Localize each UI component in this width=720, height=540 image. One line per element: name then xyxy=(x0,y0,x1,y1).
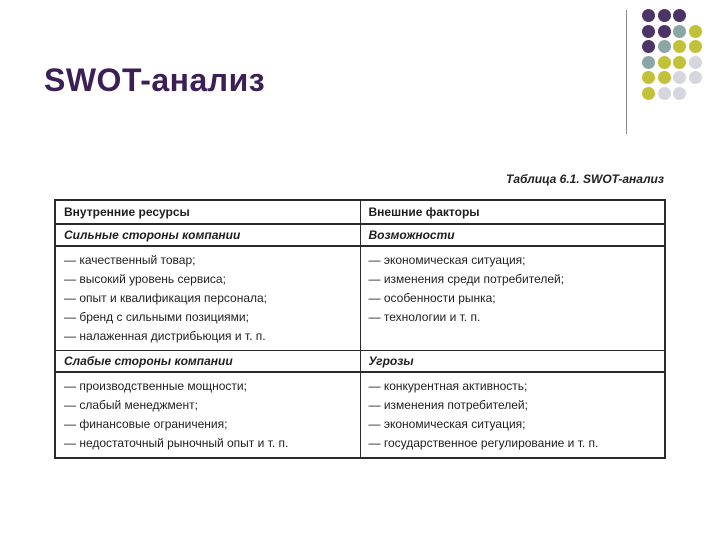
strengths-opportunities-title-row xyxy=(55,224,665,246)
decorative-dot xyxy=(642,87,655,100)
weaknesses-list xyxy=(64,377,352,453)
strength-item: — налаженная дистрибьюция и т. п. xyxy=(64,329,266,343)
strengths-title: Сильные стороны компании xyxy=(55,224,360,246)
decorative-dot xyxy=(689,71,702,84)
decorative-dot xyxy=(642,71,655,84)
header-internal-resources: Внутренние ресурсы xyxy=(55,200,360,224)
threats-title: Угрозы xyxy=(360,351,665,373)
weaknesses-cell xyxy=(55,372,360,458)
strength-item: — качественный товар; xyxy=(64,253,196,267)
decorative-dot xyxy=(673,9,686,22)
header-external-factors: Внешние факторы xyxy=(360,200,665,224)
decorative-dot xyxy=(673,71,686,84)
threat-item: — конкурентная активность; xyxy=(368,379,528,393)
threat-item: — государственное регулирование и т. п. xyxy=(368,436,599,450)
threats-list xyxy=(369,377,657,453)
threats-cell xyxy=(360,372,665,458)
decorative-dot xyxy=(689,56,702,69)
swot-table xyxy=(54,199,666,459)
strengths-cell xyxy=(55,246,360,351)
decorative-dot xyxy=(658,9,671,22)
weakness-item: — финансовые ограничения; xyxy=(64,417,228,431)
weakness-item: — производственные мощности; xyxy=(64,379,247,393)
weakness-item: — недостаточный рыночный опыт и т. п. xyxy=(64,436,289,450)
decorative-dot xyxy=(658,40,671,53)
decorative-dot xyxy=(658,25,671,38)
decorative-dot xyxy=(642,56,655,69)
weaknesses-title: Слабые стороны компании xyxy=(55,351,360,373)
decorative-dot-grid xyxy=(642,9,720,119)
table-caption: Таблица 6.1. SWOT-анализ xyxy=(505,172,664,186)
decorative-dot xyxy=(673,56,686,69)
opportunities-title: Возможности xyxy=(360,224,665,246)
strength-item: — высокий уровень сервиса; xyxy=(64,272,226,286)
decorative-dot xyxy=(658,87,671,100)
opportunity-item: — особенности рынка; xyxy=(368,291,496,305)
decorative-dot xyxy=(673,25,686,38)
decorative-dot xyxy=(658,71,671,84)
decorative-dot xyxy=(642,25,655,38)
opportunity-item: — изменения среди потребителей; xyxy=(368,272,565,286)
decorative-dot xyxy=(689,25,702,38)
decorative-dot xyxy=(673,87,686,100)
threat-item: — изменения потребителей; xyxy=(368,398,528,412)
decorative-dot xyxy=(689,40,702,53)
title-divider-line xyxy=(626,10,627,134)
decorative-dot xyxy=(658,56,671,69)
strength-item: — опыт и квалификация персонала; xyxy=(64,291,268,305)
decorative-dot xyxy=(673,40,686,53)
opportunities-list xyxy=(369,251,657,327)
weaknesses-threats-list-row xyxy=(55,372,665,458)
table-header-row xyxy=(55,200,665,224)
decorative-dot xyxy=(642,9,655,22)
decorative-dot xyxy=(642,40,655,53)
weaknesses-threats-title-row xyxy=(55,351,665,373)
opportunity-item: — технологии и т. п. xyxy=(368,310,481,324)
strengths-list xyxy=(64,251,352,346)
strengths-opportunities-list-row xyxy=(55,246,665,351)
strength-item: — бренд с сильными позициями; xyxy=(64,310,249,324)
threat-item: — экономическая ситуация; xyxy=(368,417,526,431)
opportunity-item: — экономическая ситуация; xyxy=(368,253,526,267)
opportunities-cell xyxy=(360,246,665,351)
slide-title: SWOT-анализ xyxy=(44,62,266,98)
weakness-item: — слабый менеджмент; xyxy=(64,398,198,412)
